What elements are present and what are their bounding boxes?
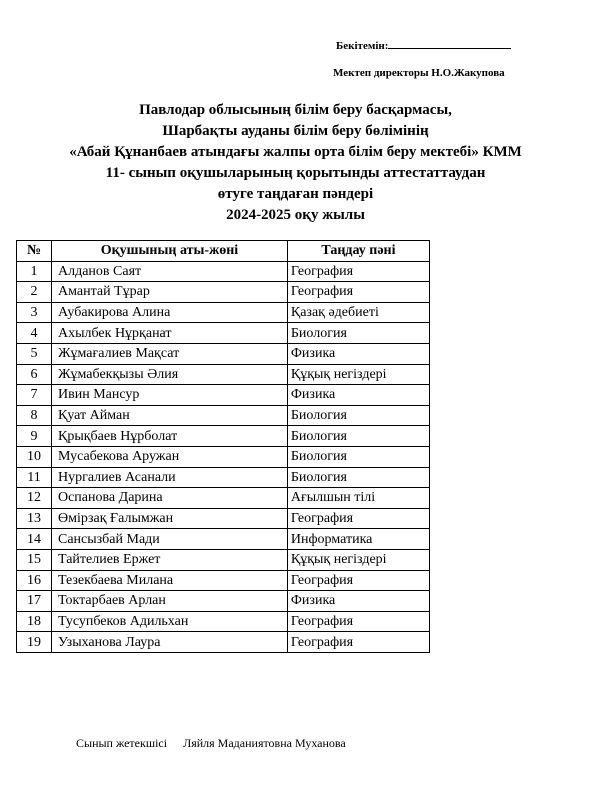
chosen-subject: Биология bbox=[287, 426, 429, 447]
student-name: Өмірзақ Ғалымжан bbox=[51, 508, 287, 529]
class-teacher-name: Ляйля Маданиятовна Муханова bbox=[183, 736, 346, 750]
chosen-subject: Құқық негіздері bbox=[287, 364, 429, 385]
title-line-3: «Абай Құнанбаев атындағы жалпы орта білім беру мектебі» КММ bbox=[69, 144, 522, 160]
table-row bbox=[17, 405, 430, 426]
table-row bbox=[17, 446, 430, 467]
table-row bbox=[17, 323, 430, 344]
row-number: 13 bbox=[17, 508, 52, 529]
student-name: Узыханова Лаура bbox=[51, 632, 287, 653]
table-row bbox=[17, 488, 430, 509]
row-number: 17 bbox=[17, 591, 52, 612]
student-name: Нургалиев Асанали bbox=[51, 467, 287, 488]
title-line-1: Павлодар облысының білім беру басқармасы, bbox=[139, 102, 452, 118]
student-name: Ивин Мансур bbox=[51, 385, 287, 406]
row-number: 15 bbox=[17, 549, 52, 570]
header-number: № bbox=[17, 241, 52, 262]
table-row bbox=[17, 632, 430, 653]
row-number: 11 bbox=[17, 467, 52, 488]
student-name: Аубакирова Алина bbox=[51, 302, 287, 323]
table-row bbox=[17, 508, 430, 529]
chosen-subject: Биология bbox=[287, 405, 429, 426]
title-line-4: 11- сынып оқушыларының қорытынды аттестаттаудан bbox=[105, 165, 486, 181]
student-name: Токтарбаев Арлан bbox=[51, 591, 287, 612]
signature-footer bbox=[76, 736, 346, 751]
row-number: 6 bbox=[17, 364, 52, 385]
table-row bbox=[17, 529, 430, 550]
student-name: Жұмабекқызы Әлия bbox=[51, 364, 287, 385]
row-number: 8 bbox=[17, 405, 52, 426]
table-row bbox=[17, 364, 430, 385]
row-number: 3 bbox=[17, 302, 52, 323]
chosen-subject: География bbox=[287, 632, 429, 653]
table-row bbox=[17, 385, 430, 406]
chosen-subject: Физика bbox=[287, 343, 429, 364]
student-name: Тусупбеков Адильхан bbox=[51, 611, 287, 632]
row-number: 14 bbox=[17, 529, 52, 550]
chosen-subject: География bbox=[287, 261, 429, 282]
student-subject-table bbox=[16, 240, 430, 653]
approval-line bbox=[336, 38, 511, 52]
row-number: 7 bbox=[17, 385, 52, 406]
title-line-2: Шарбақты ауданы білім беру бөлімінің bbox=[162, 123, 429, 139]
document-title bbox=[0, 100, 591, 226]
row-number: 16 bbox=[17, 570, 52, 591]
row-number: 1 bbox=[17, 261, 52, 282]
table-row bbox=[17, 282, 430, 303]
header-subject: Таңдау пәні bbox=[287, 241, 429, 262]
chosen-subject: Биология bbox=[287, 446, 429, 467]
student-name: Қуат Айман bbox=[51, 405, 287, 426]
chosen-subject: География bbox=[287, 282, 429, 303]
student-name: Сансызбай Мади bbox=[51, 529, 287, 550]
table-row bbox=[17, 343, 430, 364]
student-name: Оспанова Дарина bbox=[51, 488, 287, 509]
table-row bbox=[17, 570, 430, 591]
table-row bbox=[17, 611, 430, 632]
student-name: Амантай Тұрар bbox=[51, 282, 287, 303]
student-name: Қрықбаев Нұрболат bbox=[51, 426, 287, 447]
student-name: Алданов Саят bbox=[51, 261, 287, 282]
director-line: Мектеп директоры Н.О.Жакупова bbox=[333, 67, 505, 79]
chosen-subject: Ағылшын тілі bbox=[287, 488, 429, 509]
chosen-subject: Физика bbox=[287, 591, 429, 612]
chosen-subject: География bbox=[287, 570, 429, 591]
table-header-row bbox=[17, 241, 430, 262]
table-row bbox=[17, 467, 430, 488]
row-number: 18 bbox=[17, 611, 52, 632]
chosen-subject: Физика bbox=[287, 385, 429, 406]
title-line-5: өтуге таңдаған пәндері bbox=[217, 186, 374, 202]
table-row bbox=[17, 591, 430, 612]
table-row bbox=[17, 426, 430, 447]
class-teacher-role: Сынып жетекшісі bbox=[76, 736, 168, 750]
row-number: 4 bbox=[17, 323, 52, 344]
chosen-subject: География bbox=[287, 508, 429, 529]
row-number: 9 bbox=[17, 426, 52, 447]
chosen-subject: Құқық негіздері bbox=[287, 549, 429, 570]
chosen-subject: Биология bbox=[287, 467, 429, 488]
signature-blank-line bbox=[388, 38, 511, 49]
table-body bbox=[17, 261, 430, 652]
student-name: Тайтелиев Ержет bbox=[51, 549, 287, 570]
row-number: 5 bbox=[17, 343, 52, 364]
title-line-6: 2024-2025 оқу жылы bbox=[226, 207, 365, 223]
header-student-name: Оқушының аты-жөні bbox=[51, 241, 287, 262]
chosen-subject: Информатика bbox=[287, 529, 429, 550]
row-number: 2 bbox=[17, 282, 52, 303]
row-number: 19 bbox=[17, 632, 52, 653]
student-name: Ахылбек Нұрқанат bbox=[51, 323, 287, 344]
student-name: Мусабекова Аружан bbox=[51, 446, 287, 467]
chosen-subject: География bbox=[287, 611, 429, 632]
student-name: Жұмағалиев Мақсат bbox=[51, 343, 287, 364]
row-number: 12 bbox=[17, 488, 52, 509]
student-name: Тезекбаева Милана bbox=[51, 570, 287, 591]
table-row bbox=[17, 302, 430, 323]
table-row bbox=[17, 549, 430, 570]
approve-label: Бекітемін: bbox=[336, 40, 389, 52]
table-row bbox=[17, 261, 430, 282]
row-number: 10 bbox=[17, 446, 52, 467]
chosen-subject: Қазақ әдебиеті bbox=[287, 302, 429, 323]
chosen-subject: Биология bbox=[287, 323, 429, 344]
